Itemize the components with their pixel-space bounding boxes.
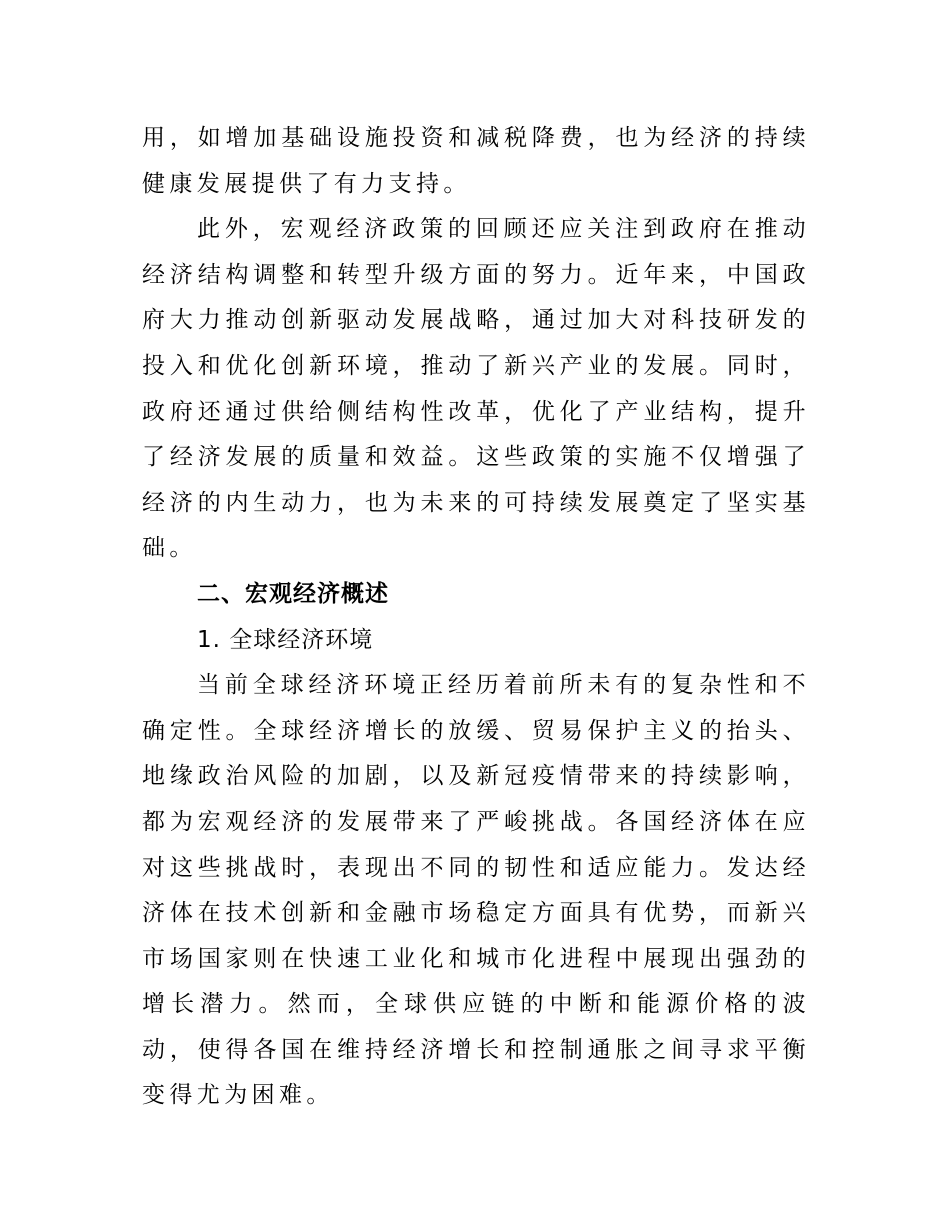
paragraph-policy-review: 此外，宏观经济政策的回顾还应关注到政府在推动经济结构调整和转型升级方面的努力。近年来，中国政府大力推动创新驱动发展战略，通过加大对科技研发的投入和优化创新环境，推动了新兴产业的发展。同时，政府还通过供给侧结构性改革，优化了产业结构，提升了经济发展的质量和效益。这些政策的实施不仅增强了经济的内生动力，也为未来的可持续发展奠定了坚实基础。 bbox=[142, 216, 810, 562]
section-heading: 二、宏观经济概述 bbox=[197, 580, 389, 607]
paragraph-continuation: 用，如增加基础设施投资和减税降费，也为经济的持续健康发展提供了有力支持。 bbox=[142, 125, 810, 197]
document-body bbox=[142, 116, 810, 1119]
subsection-heading: 1. 全球经济环境 bbox=[197, 626, 374, 653]
paragraph-global-economy: 当前全球经济环境正经历着前所未有的复杂性和不确定性。全球经济增长的放缓、贸易保护主义的抬头、地缘政治风险的加剧，以及新冠疫情带来的持续影响，都为宏观经济的发展带来了严峻挑战。各国经济体在应对这些挑战时，表现出不同的韧性和适应能力。发达经济体在技术创新和金融市场稳定方面具有优势，而新兴市场国家则在快速工业化和城市化进程中展现出强劲的增长潜力。然而，全球供应链的中断和能源价格的波动，使得各国在维持经济增长和控制通胀之间寻求平衡变得尤为困难。 bbox=[142, 672, 810, 1109]
